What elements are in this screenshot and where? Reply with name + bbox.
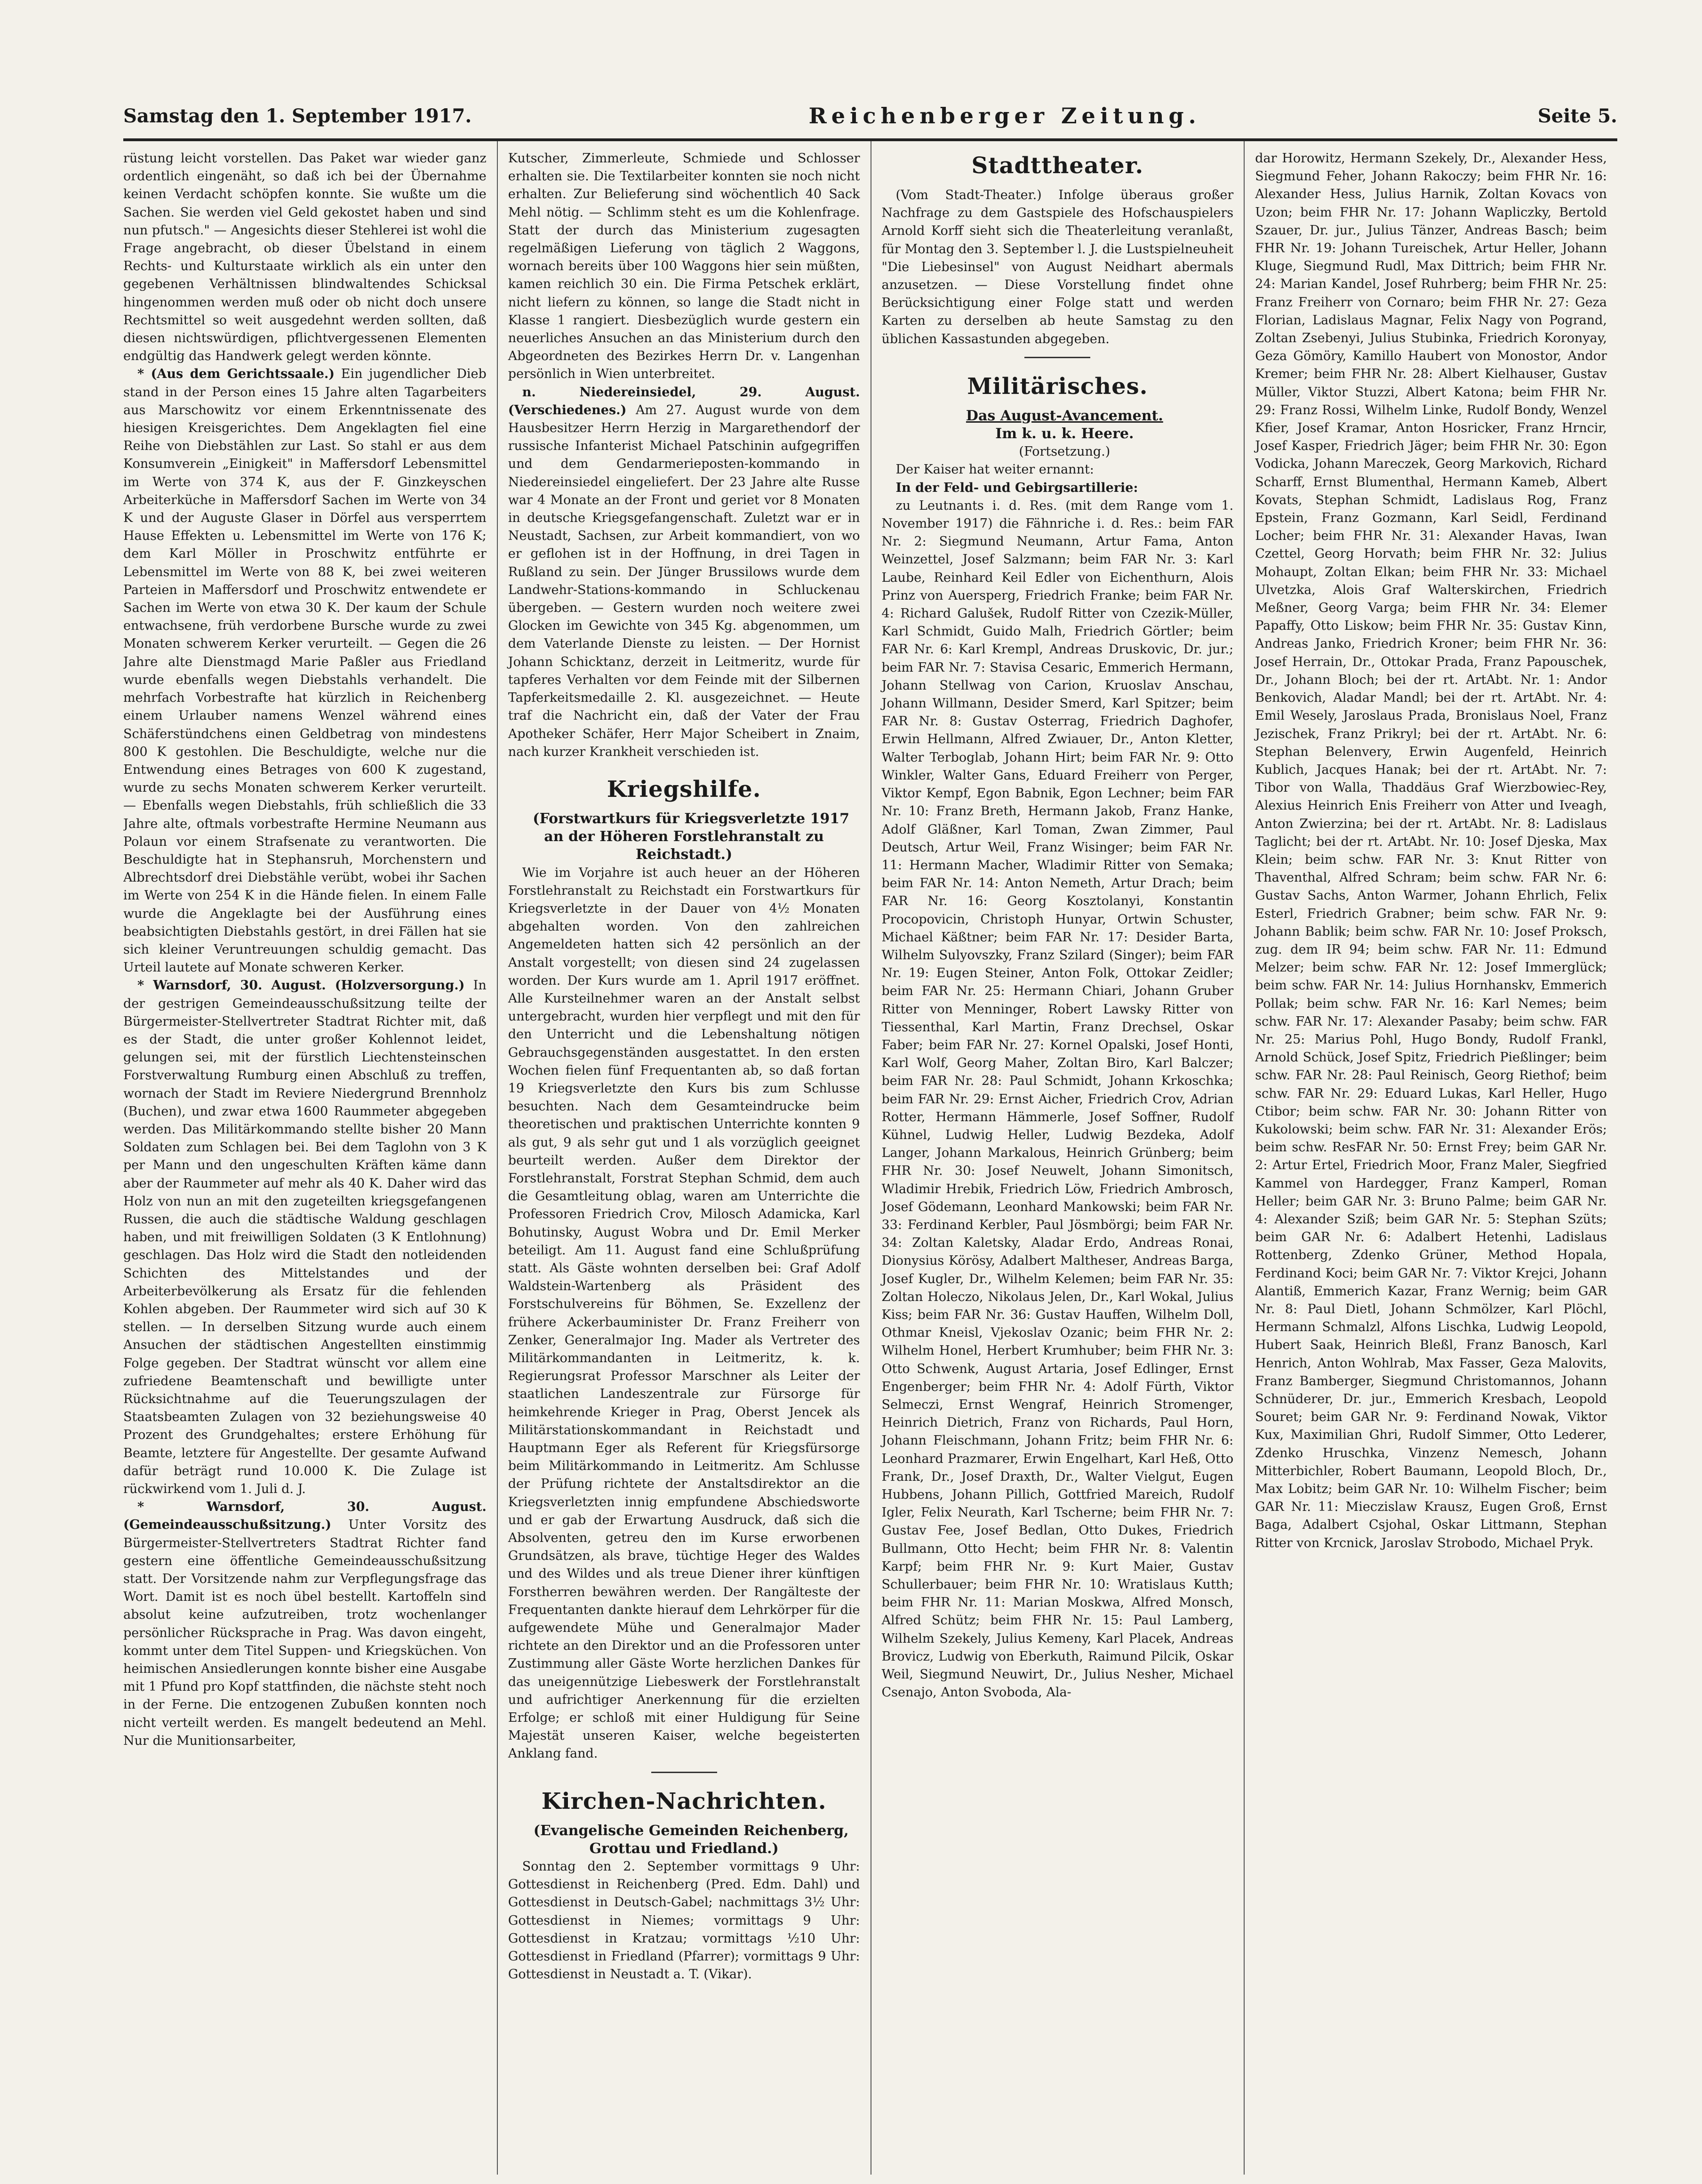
section-subheading: (Evangelische Gemeinden Reichenberg, Grottau und Friedland.) <box>533 1822 849 1857</box>
divider <box>651 1772 717 1773</box>
article-text: Am 27. August wurde von dem Hausbesitzer Herrn Herzig in Margarethendorf der russische Infanterist Michael Patschinin aufgegriffen und dem Gendarmerieposten-kommando in Niedereinsiedel eingeliefert. Der 23 Jahre alte Russe war 4 Monate an der Front und geriet vor 8 Monaten in deutsche Kriegsgefangenschaft. Zuletzt war er in Neustadt, Sachsen, zur Arbeit kommandiert, von wo er geflohen ist in der Hoffnung, in drei Tagen in Rußland zu sein. Der Jünger Brussilows wurde dem Landwehr-Stations-kommando in Schluckenau übergeben. — Gestern wurden noch weitere zwei Glocken im Gewichte von 345 Kg. abgenommen, um dem Vaterlande Dienste zu leisten. — Der Hornist Johann Schicktanz, derzeit in Leitmeritz, wurde für tapferes Verhalten vor dem Feinde mit der Silbernen Tapferkeitsmedaille 2. Kl. ausgezeichnet. — Heute traf die Nachricht ein, daß der Vater der Frau Apotheker Schäfer, Herr Major Scheibert in Znaim, nach kurzer Krankheit verschieden ist. <box>508 402 860 759</box>
header-date: Samstag den 1. September 1917. <box>123 104 472 127</box>
article-paragraph <box>123 977 487 1498</box>
article-text: Unter Vorsitz des Bürgermeister-Stellvertreters Stadtrat Richter fand gestern eine öffentliche Gemeindeausschußsitzung statt. Der Vorsitzende nahm zur Verpflegungsfrage das Wort. Damit ist es noch übel bestellt. Kartoffeln sind absolut keine aufzutreiben, trotz wochenlanger persönlicher Rücksprache in Prag. Was davon eingeht, kommt unter dem Titel Suppen- und Kriegsküchen. Von heimischen Ansiedlerungen konnte bisher eine Ausgabe mit 1 Pfund pro Kopf stattfinden, die nächste steht noch in der Ferne. Die entzogenen Zubußen konnten noch nicht verteilt werden. Es mangelt bedeutend an Mehl. Nur die Munitionsarbeiter, <box>123 1518 487 1748</box>
article-title: * Warnsdorf, 30. August. (Gemeindeausschußsitzung.) <box>123 1500 487 1533</box>
page-number: Seite 5. <box>1537 104 1617 127</box>
article-text: Ein jugendlicher Dieb stand in der Person eines 15 Jahre alten Tagarbeiters aus Marschowitz vor einem Erkenntnissenate des hiesigen Kreisgerichtes. Dem Angeklagten fiel eine Reihe von Diebstählen zur Last. So stahl er aus dem Konsumverein „Einigkeit" in Maffersdorf Lebensmittel im Werte von 374 K, aus der F. Ginzkeyschen Arbeiterküche in Maffersdorf Sachen im Werte von 34 K und der Auguste Glaser in Dörfel aus versperrtem Hause Effekten u. Lebensmittel im Werte von 176 K; dem Karl Möller in Proschwitz entführte er Lebensmittel im Werte von 88 K, bei zwei weiteren Parteien in Maffersdorf und Proschwitz entwendete er Sachen im Werte von etwa 30 K. Der kaum der Schule entwachsene, früh verdorbene Bursche wurde zu zwei Monaten schwerem Kerker verurteilt. — Gegen die 26 Jahre alte Dienstmagd Marie Paßler aus Friedland wurde ebenfalls wegen Diebstahls verhandelt. Die mehrfach Vorbestrafte hat kürzlich in Reichenberg einem Urlauber namens Wenzel während eines Schäferstündchens einen Geldbetrag von mindestens 800 K gestohlen. Die Beschuldigte, welche nur die Entwendung eines Betrages von 600 K zugestand, wurde zu sechs Monaten schwerem Kerker verurteilt. — Ebenfalls wegen Diebstahls, früh schließlich die 33 Jahre alte, oftmals vorbestrafte Hermine Neumann aus Polaun vor einem Strafsenate zu verantworten. Die Beschuldigte hat in Stephansruh, Morchenstern und Albrechtsdorf drei Diebstähle verübt, wobei ihr Sachen im Werte von 254 K in die Hände fielen. In einem Falle wurde die Angeklagte bei der Ausführung eines beabsichtigten Diebstahls gestört, in drei Fällen hat sie sich kleiner Veruntreuungen schuldig gemacht. Das Urteil lautete auf Monate schweren Kerker. <box>123 367 487 975</box>
article-text: Sonntag den 2. September vormittags 9 Uhr: Gottesdienst in Reichenberg (Pred. Edm. Dahl) und Gottesdienst in Deutsch-Gabel; nachmittags 3½ Uhr: Gottesdienst in Niemes; vormittags 9 Uhr: Gottesdienst in Kratzau; vormittags ½10 Uhr: Gottesdienst in Friedland (Pfarrer); vormittags 9 Uhr: Gottesdienst in Neustadt a. T. (Vikar). <box>508 1859 860 1982</box>
page-header <box>123 94 1617 137</box>
article-text: Wie im Vorjahre ist auch heuer an der Höheren Forstlehranstalt zu Reichstadt ein Forstwartkurs für Kriegsverletzte in der Dauer von 4½ Monaten abgehalten worden. Von den zahlreichen Angemeldeten hatten sich 42 persönlich an der Anstalt vorgestellt; von diesen sind 24 zugelassen worden. Der Kurs wurde am 1. April 1917 eröffnet. Alle Kursteilnehmer waren an der Anstalt selbst untergebracht, wurden hier verpflegt und mit den für den Unterricht und die Lebenshaltung nötigen Gebrauchsgegenständen ausgestattet. In den ersten Wochen fielen fünf Frequentanten ab, so daß fortan 19 Kriegsverletzte den Kurs bis zum Schlusse besuchten. Nach dem Gesamteindrucke beim theoretischen und praktischen Unterrichte konnten 9 als gut, 9 als sehr gut und 1 als vorzüglich geeignet beurteilt werden. Außer dem Direktor der Forstlehranstalt, Forstrat Stephan Schmid, dem auch die Gesamtleitung oblag, waren am Unterrichte die Professoren Friedrich Crov, Milosch Adamicka, Karl Bohutinsky, August Wobra und Dr. Emil Merker beteiligt. Am 11. August fand eine Schlußprüfung statt. Als Gäste wohnten derselben bei: Graf Adolf Waldstein-Wartenberg als Präsident des Forstschulvereins für Böhmen, Se. Exzellenz der frühere Ackerbauminister Dr. Franz Freiherr von Zenker, Generalmajor Ing. Mader als Vertreter des Militärkommandanten in Leitmeritz, k. k. Regierungsrat Professor Marschner als Leiter der staatlichen Landeszentrale zur Fürsorge für heimkehrende Krieger in Prag, Oberst Jencek als Militärstationskommandant in Reichstadt und Hauptmann Eger als Referent für Kriegsfürsorge beim Militärkommando in Leitmeritz. Am Schlusse der Prüfung richtete der Anstaltsdirektor an die Kriegsverletzten innig empfundene Abschiedsworte und er gab der Erwartung Ausdruck, daß sich die Absolventen, getreu den im Kurse erworbenen Grundsätzen, als brave, tüchtige Heger des Waldes und des Wildes und als treue Diener ihrer künftigen Forstherren bewähren werden. Der Rangälteste der Frequentanten dankte hierauf dem Lehrkörper für die aufgewendete Mühe und Generalmajor Mader richtete an den Direktor und an die Professoren unter Zustimmung aller Gäste Worte herzlichen Dankes für das uneigennützige Liebeswerk der Forstlehranstalt und aufrichtiger Anerkennung für die erzielten Erfolge; er schloß mit einer Huldigung für Seine Majestät unseren Kaiser, welche begeisterten Anklang fand. <box>508 865 860 1761</box>
section-heading-militaer: Militärisches. <box>967 373 1148 400</box>
section-subheading: Im k. u. k. Heere. <box>995 426 1134 442</box>
article-text: Der Kaiser hat weiter ernannt: <box>895 462 1094 477</box>
section-subheading: (Forstwartkurs für Kriegsverletzte 1917 an der Höheren Forstlehranstalt zu Reichstadt.) <box>533 810 850 863</box>
article-text: rüstung leicht vorstellen. Das Paket war wieder ganz ordentlich eingenäht, so daß ich bei der Übernahme keinen Verdacht schöpfen konnte. Sie wußte um die Sachen. Sie werden viel Geld gekostet haben und sind nun pfutsch." — Angesichts dieser Stehlerei ist wohl die Frage angebracht, ob dieser Übelstand in einem Rechts- und Kulturstaate wirklich als ein unter den gegebenen Verhältnissen blindwaltendes Schicksal hingenommen werden muß oder ob nicht doch unsere Rechtsmittel so weit ausgedehnt werden sollten, daß diesen nichtswürdigen, pflichtvergessenen Elementen endgültig das Handwerk gelegt werden könnte. <box>123 151 487 364</box>
article-text: (Vom Stadt-Theater.) Infolge überaus großer Nachfrage zu dem Gastspiele des Hofschauspielers Arnold Korff sieht sich die Theaterleitung veranlaßt, für Montag den 3. September l. J. die Lustspielneuheit "Die Liebesinsel" von August Neidhart abermals anzusetzen. — Diese Vorstellung findet ohne Berücksichtigung einer Folge statt und werden Karten zu derselben ab heute Samstag zu den üblichen Kassastunden abgegeben. <box>881 188 1234 346</box>
article-paragraph <box>123 1498 487 1750</box>
section-note: (Fortsetzung.) <box>1019 444 1111 459</box>
column-2 <box>497 141 871 2175</box>
newspaper-title: Reichenberger Zeitung. <box>808 103 1201 128</box>
section-heading-kriegshilfe: Kriegshilfe. <box>607 776 761 803</box>
column-4 <box>1244 141 1617 2175</box>
article-text: zu Leutnants i. d. Res. (mit dem Range vom 1. November 1917) die Fähnriche i. d. Res.: beim FAR Nr. 2: Siegmund Neumann, Artur Fama, Anton Weinzettel, Josef Salzmann; beim FAR Nr. 3: Karl Laube, Reinhard Keil Edler von Eichenthurn, Alois Prinz von Auersperg, Friedrich Franke; beim FAR Nr. 4: Richard Galušek, Rudolf Ritter von Czezik-Müller, Karl Schmidt, Guido Malh, Friedrich Görtler; beim FAR Nr. 6: Karl Krempl, Andreas Druskovic, Dr. jur.; beim FAR Nr. 7: Stavisa Cesaric, Emmerich Hermann, Johann Stellwag von Carion, Kruoslav Anschau, Johann Willmann, Desider Smerd, Karl Spitzer; beim FAR Nr. 8: Gustav Osterrag, Friedrich Daghofer, Erwin Hellmann, Alfred Zwiauer, Dr., Anton Kletter, Walter Terboglab, Johann Hirt; beim FAR Nr. 9: Otto Winkler, Walter Gans, Eduard Freiherr von Perger, Viktor Kempf, Egon Babnik, Egon Lechner; beim FAR Nr. 10: Franz Breth, Hermann Jakob, Franz Hanke, Adolf Gläßner, Karl Toman, Zwan Zimmer, Paul Deutsch, Artur Weil, Franz Wisinger; beim FAR Nr. 11: Hermann Macher, Wladimir Ritter von Semaka; beim FAR Nr. 14: Anton Nemeth, Artur Drach; beim FAR Nr. 16: Georg Kosztolanyi, Konstantin Procopovicin, Christoph Hunyar, Ortwin Schuster, Michael Käßtner; beim FAR Nr. 17: Desider Barta, Wilhelm Sulyovszky, Franz Szilard (Singer); beim FAR Nr. 19: Eugen Steiner, Anton Folk, Ottokar Zeidler; beim FAR Nr. 25: Hermann Chiari, Johann Gruber Ritter von Menninger, Robert Lawsky Ritter von Tiessenthal, Karl Martin, Franz Drechsel, Oskar Faber; beim FAR Nr. 27: Kornel Opalski, Josef Honti, Karl Wolf, Georg Maher, Zoltan Biro, Karl Balczer; beim FAR Nr. 28: Paul Schmidt, Johann Krkoschka; beim FAR Nr. 29: Ernst Aicher, Friedrich Crov, Adrian Rotter, Hermann Hämmerle, Josef Soffner, Rudolf Kühnel, Ludwig Heller, Ludwig Bezdeka, Adolf Langer, Johann Markalous, Heinrich Grünberg; beim FHR Nr. 30: Josef Neuwelt, Johann Simonitsch, Wladimir Hrebik, Friedrich Löw, Friedrich Ambrosch, Josef Gödemann, Leonhard Mankowski; beim FAR Nr. 33: Ferdinand Kerbler, Paul Jösmbörgi; beim FAR Nr. 34: Zoltan Kaletsky, Aladar Erdo, Andreas Ronai, Dionysius Körösy, Adalbert Maltheser, Andreas Barga, Josef Kugler, Dr., Wilhelm Kelemen; beim FAR Nr. 35: Zoltan Holeczo, Nikolaus Jelen, Dr., Karl Wokal, Julius Kiss; beim FAR Nr. 36: Gustav Hauffen, Wilhelm Doll, Othmar Kneisl, Vjekoslav Ozanic; beim FHR Nr. 2: Wilhelm Honel, Herbert Krumhuber; beim FHR Nr. 3: Otto Schwenk, August Artaria, Josef Edlinger, Ernst Engenberger; beim FHR Nr. 4: Adolf Fürth, Viktor Selmeczi, Ernst Wengraf, Heinrich Stromenger, Heinrich Dietrich, Franz von Richards, Paul Horn, Johann Fleischmann, Johann Fritz; beim FHR Nr. 6: Leonhard Prazmarer, Erwin Engelhart, Karl Heß, Otto Frank, Dr., Josef Draxth, Dr., Walter Vielgut, Eugen Hubbens, Johann Pillich, Gottfried Mareich, Rudolf Igler, Felix Neurath, Karl Tscherne; beim FHR Nr. 7: Gustav Fee, Josef Bedlan, Otto Dukes, Friedrich Bullmann, Otto Hecht; beim FHR Nr. 8: Valentin Karpf; beim FHR Nr. 9: Kurt Maier, Gustav Schullerbauer; beim FHR Nr. 10: Wratislaus Kutth; beim FHR Nr. 11: Marian Moskwa, Alfred Monsch, Alfred Schütz; beim FHR Nr. 15: Paul Lamberg, Wilhelm Szekely, Julius Kemeny, Karl Placek, Andreas Brovicz, Ludwig von Eberkuth, Raimund Pilcik, Oskar Weil, Siegmund Neuwirt, Dr., Julius Nesher, Michael Csenajo, Anton Svoboda, Ala- <box>881 498 1234 1700</box>
article-title: * (Aus dem Gerichtssaale.) <box>137 367 335 382</box>
article-text: In der Feld- und Gebirgsartillerie: <box>895 480 1138 495</box>
article-paragraph <box>123 365 487 977</box>
section-heading-kirchen: Kirchen-Nachrichten. <box>541 1788 827 1815</box>
section-heading-theater: Stadttheater. <box>971 153 1144 179</box>
section-subheading: Das August-Avancement. <box>966 407 1163 424</box>
column-3 <box>871 141 1244 2175</box>
article-title: * Warnsdorf, 30. August. (Holzversorgung.) <box>137 978 465 993</box>
article-text: In der gestrigen Gemeindeausschußsitzung teilte der Bürgermeister-Stellvertreter Stadtrat Richter mit, daß es der Stadt, die unter großer Kohlennot leidet, gelungen sei, mit der fürstlich Liechtensteinschen Forstverwaltung Rumburg einen Abschluß zu treffen, wornach der Stadt im Reviere Niedergrund Brennholz (Buchen), und zwar etwa 1600 Raummeter abgegeben werden. Das Militärkommando stellte bisher 20 Mann Soldaten zum Schlagen bei. Bei dem Taglohn von 3 K per Mann und den ungeschulten Kräften käme dann aber der Raummeter auf mehr als 40 K. Daher wird das Holz von nun an mit den zugeteilten kriegsgefangenen Russen, die auch die städtische Waldung geschlagen haben, und mit freiwilligen Soldaten (3 K Entlohnung) geschlagen. Das Holz wird die Stadt den notleidenden Schichten des Mittelstandes und der Arbeiterbevölkerung als Ersatz für die fehlenden Kohlen abgeben. Der Raummeter wird sich auf 30 K stellen. — In derselben Sitzung wurde auch einem Ansuchen der städtischen Angestellten einstimmig Folge gegeben. Der Stadtrat wünscht vor allem eine zufriedene Beamtenschaft und bewilligte unter Rücksichtnahme auf die Teuerungszulagen der Staatsbeamten Zulagen von 32 beziehungsweise 40 Prozent des Grundgehaltes; erstere Erhöhung für Beamte, letztere für Angestellte. Der gesamte Aufwand dafür beträgt rund 10.000 K. Die Zulage ist rückwirkend vom 1. Juli d. J. <box>123 978 487 1497</box>
article-text: Kutscher, Zimmerleute, Schmiede und Schlosser erhalten sie. Die Textilarbeiter konnten sie noch nicht erhalten. Zur Belieferung sind wöchentlich 40 Sack Mehl nötig. — Schlimm steht es um die Kohlenfrage. Statt der durch das Ministerium zugesagten regelmäßigen Lieferung von täglich 2 Waggons, wornach bereits über 100 Waggons hier sein müßten, kamen reichlich 30 ein. Die Firma Petschek erklärt, nicht liefern zu können, so lange die Stadt nicht in Klasse 1 rangiert. Diesbezüglich wurde gestern ein neuerliches Ansuchen an das Ministerium durch den Abgeordneten des Bezirkes Herrn Dr. v. Langenhan persönlich in Wien unterbreitet. <box>508 151 860 382</box>
article-paragraph <box>508 384 860 761</box>
columns <box>123 141 1617 2175</box>
article-title: n. Niedereinsiedel, 29. August. (Verschiedenes.) <box>508 385 860 418</box>
article-text: dar Horowitz, Hermann Szekely, Dr., Alexander Hess, Siegmund Feher, Johann Rakoczy; beim FHR Nr. 16: Alexander Hess, Julius Harnik, Zoltan Kovacs von Uzon; beim FHR Nr. 17: Johann Wapliczky, Bertold Szauer, Dr. jur., Julius Tänzer, Andreas Basch; beim FHR Nr. 19: Johann Tureischek, Artur Heller, Johann Kluge, Siegmund Rudl, Max Dittrich; beim FHR Nr. 24: Marian Kandel, Josef Ruhrberg; beim FHR Nr. 25: Franz Freiherr von Cornaro; beim FHR Nr. 27: Geza Florian, Ladislaus Magnar, Felix Nagy von Pogrand, Zoltan Zsebenyi, Julius Stubinka, Friedrich Koronyay, Geza Gömöry, Kamillo Haubert von Monostor, Andor Kremer; beim FHR Nr. 28: Albert Kielhauser, Gustav Müller, Viktor Stuzzi, Albert Katona; beim FHR Nr. 29: Franz Rossi, Wilhelm Linke, Rudolf Bondy, Wenzel Kfier, Josef Kramar, Anton Hosricker, Franz Hrncir, Josef Kasper, Friedrich Jäger; beim FHR Nr. 30: Egon Vodicka, Johann Mareczek, Georg Markovich, Richard Scharff, Ernst Blumenthal, Hermann Kameb, Albert Kovats, Stephan Schmidt, Ladislaus Rog, Franz Epstein, Franz Gozmann, Karl Seidl, Ferdinand Locher; beim FHR Nr. 31: Alexander Havas, Iwan Czettel, Georg Horvath; beim FHR Nr. 32: Julius Mohaupt, Zoltan Elkan; beim FHR Nr. 33: Michael Ulvetzka, Alois Graf Walterskirchen, Friedrich Meßner, Georg Varga; beim FHR Nr. 34: Elemer Papaffy, Otto Liskow; beim FHR Nr. 35: Gustav Kinn, Andreas Janko, Friedrich Kroner; beim FHR Nr. 36: Josef Herrain, Dr., Ottokar Prada, Franz Papouschek, Dr., Johann Bloch; bei der rt. ArtAbt. Nr. 1: Andor Benkovich, Aladar Mandl; bei der rt. ArtAbt. Nr. 4: Emil Wesely, Jaroslaus Prada, Bronislaus Noel, Franz Jezischek, Franz Prikryl; bei der rt. ArtAbt. Nr. 6: Stephan Belenvery, Erwin Augenfeld, Heinrich Kublich, Jacques Hanak; bei der rt. ArtAbt. Nr. 7: Tibor von Walla, Thaddäus Graf Wierzbowiec-Rey, Alexius Heinrich Enis Freiherr von Atter und Iveagh, Anton Zwierzina; bei der rt. ArtAbt. Nr. 8: Ladislaus Taglicht; bei der rt. ArtAbt. Nr. 10: Josef Djeska, Max Klein; beim schw. FAR Nr. 3: Knut Ritter von Thaventhal, Alfred Schram; beim schw. FAR Nr. 6: Gustav Sachs, Anton Warmer, Johann Ehrlich, Felix Esterl, Friedrich Grabner; beim schw. FAR Nr. 9: Johann Bablik; beim schw. FAR Nr. 10: Josef Proksch, zug. dem IR 94; beim schw. FAR Nr. 11: Edmund Melzer; beim schw. FAR Nr. 12: Josef Immerglück; beim schw. FAR Nr. 14: Julius Hornhanskv, Emmerich Pollak; beim schw. FAR Nr. 16: Karl Nemes; beim schw. FAR Nr. 17: Alexander Pasaby; beim schw. FAR Nr. 25: Marius Pohl, Hugo Bondy, Rudolf Frankl, Arnold Schück, Josef Spitz, Friedrich Pießlinger; beim schw. FAR Nr. 28: Paul Reinisch, Georg Riethof; beim schw. FAR Nr. 29: Eduard Lukas, Karl Heller, Hugo Ctibor; beim schw. FAR Nr. 30: Johann Ritter von Kukolowski; beim schw. FAR Nr. 31: Alexander Erös; beim schw. ResFAR Nr. 50: Ernst Frey; beim GAR Nr. 2: Artur Ertel, Friedrich Moor, Franz Maler, Siegfried Kammel von Hardegger, Franz Kamperl, Roman Heller; beim GAR Nr. 3: Bruno Palme; beim GAR Nr. 4: Alexander Sziß; beim GAR Nr. 5: Stephan Szüts; beim GAR Nr. 6: Adalbert Hetenhi, Ladislaus Rottenberg, Zdenko Grüner, Method Hopala, Ferdinand Koci; beim GAR Nr. 7: Viktor Krejci, Johann Alantiß, Emmerich Kazar, Franz Wernig; beim GAR Nr. 8: Paul Dietl, Johann Schmölzer, Karl Plöchl, Hermann Schmalzl, Alfons Lischka, Ludwig Leopold, Hubert Saak, Heinrich Bleßl, Franz Banosch, Karl Henrich, Anton Wohlrab, Max Fasser, Geza Malovits, Franz Bamberger, Siegmund Christomannos, Johann Schnüderer, Dr. jur., Emmerich Kresbach, Leopold Souret; beim GAR Nr. 9: Ferdinand Nowak, Viktor Kux, Maximilian Ghri, Rudolf Simmer, Otto Lederer, Zdenko Hruschka, Vinzenz Nemesch, Johann Mitterbichler, Robert Baumann, Leopold Bloch, Dr., Max Lobitz; beim GAR Nr. 10: Wilhelm Fischer; beim GAR Nr. 11: Mieczislaw Krausz, Eugen Groß, Ernst Baga, Adalbert Csjohal, Oskar Littmann, Stephan Ritter von Krcnick, Jaroslav Strobodo, Michael Pryk. <box>1255 151 1607 1550</box>
column-1 <box>123 141 497 2175</box>
divider <box>1024 357 1090 358</box>
